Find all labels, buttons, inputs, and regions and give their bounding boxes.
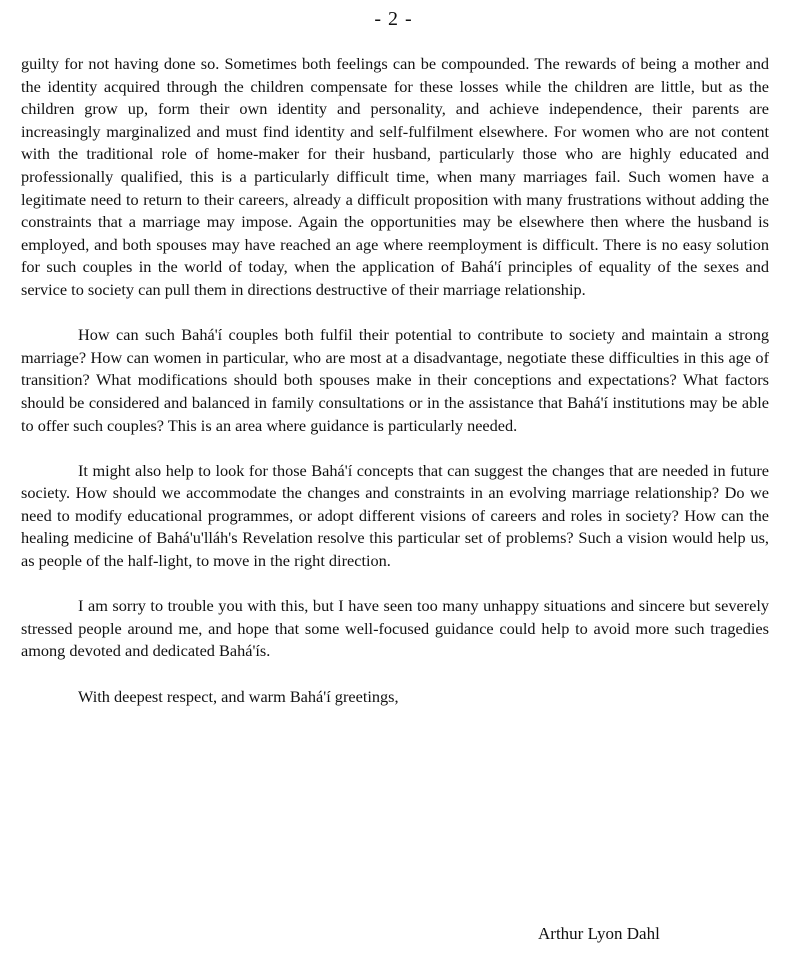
paragraph-1: guilty for not having done so. Sometimes both feelings can be compounded. The rewards of being a mother and the identity acquired through the children compensate for these losses while the children are little, but as the children grow up, form their own identity and personality, and achieve independence, their parents are increasingly marginalized and must find identity and self-fulfilment elsewhere. For women who are not content with the traditional role of home-maker for their husband, particularly those who are highly educated and professionally qualified, this is a particularly difficult time, when many marriages fail. Such women have a legitimate need to return to their careers, already a difficult proposition with many frustrations without adding the constraints that a marriage may impose. Again the opportunities may be elsewhere then where the husband is employed, and both spouses may have reached an age where reemployment is difficult. There is no easy solution for such couples in the world of today, when the application of Bahá'í principles of equality of the sexes and service to society can pull them in directions destructive of their marriage relationship. [21,54,769,299]
letter-body [21,53,769,731]
signature-name: Arthur Lyon Dahl [538,924,660,943]
paragraph-3: It might also help to look for those Bahá'í concepts that can suggest the changes that are needed in future society. How should we accommodate the changes and constraints in an evolving marriage relationship? Do we need to modify educational programmes, or adopt different visions of careers and roles in society? How can the healing medicine of Bahá'u'lláh's Revelation resolve this particular set of problems? Such a vision would help us, as people of the half-light, to move in the right direction. [21,460,769,571]
page-number: - 2 - [374,8,413,30]
paragraph-2: How can such Bahá'í couples both fulfil their potential to contribute to society and maintain a strong marriage? How can women in particular, who are most at a disadvantage, negotiate these difficulties in this age of transition? What modifications should both spouses make in their conceptions and expectations? What factors should be considered and balanced in family consultations or in the assistance that Bahá'í institutions may be able to offer such couples? This is an area where guidance is particularly needed. [21,325,769,435]
paragraph-4: I am sorry to trouble you with this, but I have seen too many unhappy situations and sincere but severely stressed people around me, and hope that some well-focused guidance could help to avoid more such tragedies among devoted and dedicated Bahá'ís. [21,596,769,661]
closing-line: With deepest respect, and warm Bahá'í greetings, [78,686,399,706]
